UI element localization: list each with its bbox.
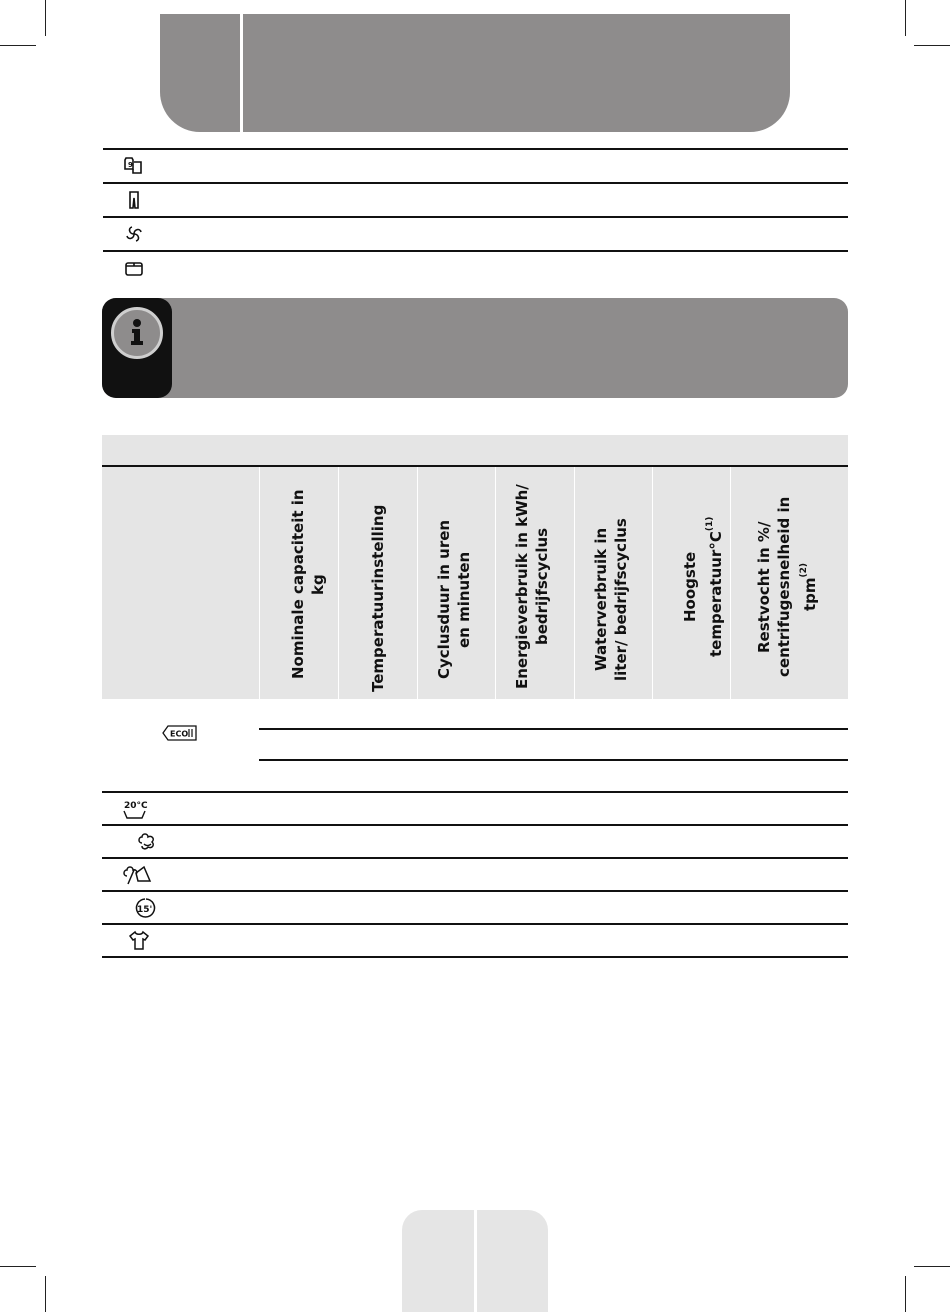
table-title-bar <box>102 435 848 467</box>
header-max-temperature <box>680 479 726 694</box>
header-max-temperature-cell <box>680 479 725 694</box>
crop-mark <box>45 1276 46 1312</box>
table-row <box>102 793 848 826</box>
table-header <box>102 467 848 699</box>
quick-15-icon <box>134 897 158 919</box>
header-max-temperature-text: Hoogste temperatuur°C <box>681 530 725 657</box>
trousers-icon <box>123 190 145 210</box>
crop-mark <box>0 1266 36 1267</box>
header-residual-moisture-text: Restvocht in %/ centrifugesnelheid in tpm <box>755 496 819 678</box>
header-residual-moisture-cell <box>754 487 824 687</box>
baby-clothes-icon <box>128 930 150 952</box>
column-divider <box>730 467 731 699</box>
table-row <box>102 826 848 859</box>
cotton-icon <box>136 831 160 853</box>
svg-text:ECO: ECO <box>170 729 189 739</box>
header-energy-consumption: Energieverbruik in kWh/ bedrijfscyclus <box>513 484 551 689</box>
svg-text:9: 9 <box>128 161 133 169</box>
table-row <box>102 925 848 958</box>
crop-mark <box>905 0 906 36</box>
column-divider <box>495 467 496 699</box>
header-temperature-setting: Temperatuurinstelling <box>369 504 387 692</box>
program-icon-list <box>103 148 848 284</box>
page-header-tab <box>160 14 790 132</box>
eco-program-icon <box>162 725 198 741</box>
svg-text:20°C: 20°C <box>124 801 148 811</box>
header-divider <box>240 14 243 132</box>
table-body <box>102 699 848 958</box>
svg-text:15': 15' <box>137 905 153 915</box>
program-table <box>102 435 848 958</box>
icon-row <box>103 218 848 252</box>
header-residual-moisture <box>754 487 820 687</box>
crop-mark <box>45 0 46 36</box>
crop-mark <box>0 45 36 46</box>
table-row <box>102 859 848 892</box>
table-row <box>102 892 848 925</box>
icon-row <box>103 148 848 184</box>
table-row <box>102 699 848 793</box>
column-divider <box>652 467 653 699</box>
crop-mark <box>914 45 950 46</box>
row-divider <box>259 728 848 730</box>
column-divider <box>259 467 260 699</box>
icon-row <box>103 184 848 218</box>
crop-mark <box>914 1266 950 1267</box>
footnote-marker: (2) <box>799 562 809 578</box>
page-number-tab <box>402 1210 548 1312</box>
bedding-icon <box>123 258 145 278</box>
wash-20-degrees-icon <box>122 798 148 820</box>
header-water-consumption: Waterverbruik in liter/ bedrijfscyclus <box>592 518 630 681</box>
info-box <box>102 298 848 398</box>
header-cycle-duration: Cyclusduur in uren en minuten <box>435 519 473 680</box>
info-icon <box>111 307 163 359</box>
column-divider <box>417 467 418 699</box>
footnote-marker: (1) <box>705 516 715 531</box>
mixed-laundry-icon <box>123 156 145 176</box>
cotton-mix-icon <box>122 864 152 886</box>
row-divider <box>259 759 848 761</box>
page-tab-divider <box>474 1210 477 1312</box>
crop-mark <box>905 1276 906 1312</box>
column-divider <box>574 467 575 699</box>
column-divider <box>338 467 339 699</box>
header-capacity: Nominale capaciteit in kg <box>289 489 327 680</box>
spin-swirl-icon <box>123 224 145 244</box>
icon-row <box>103 252 848 284</box>
